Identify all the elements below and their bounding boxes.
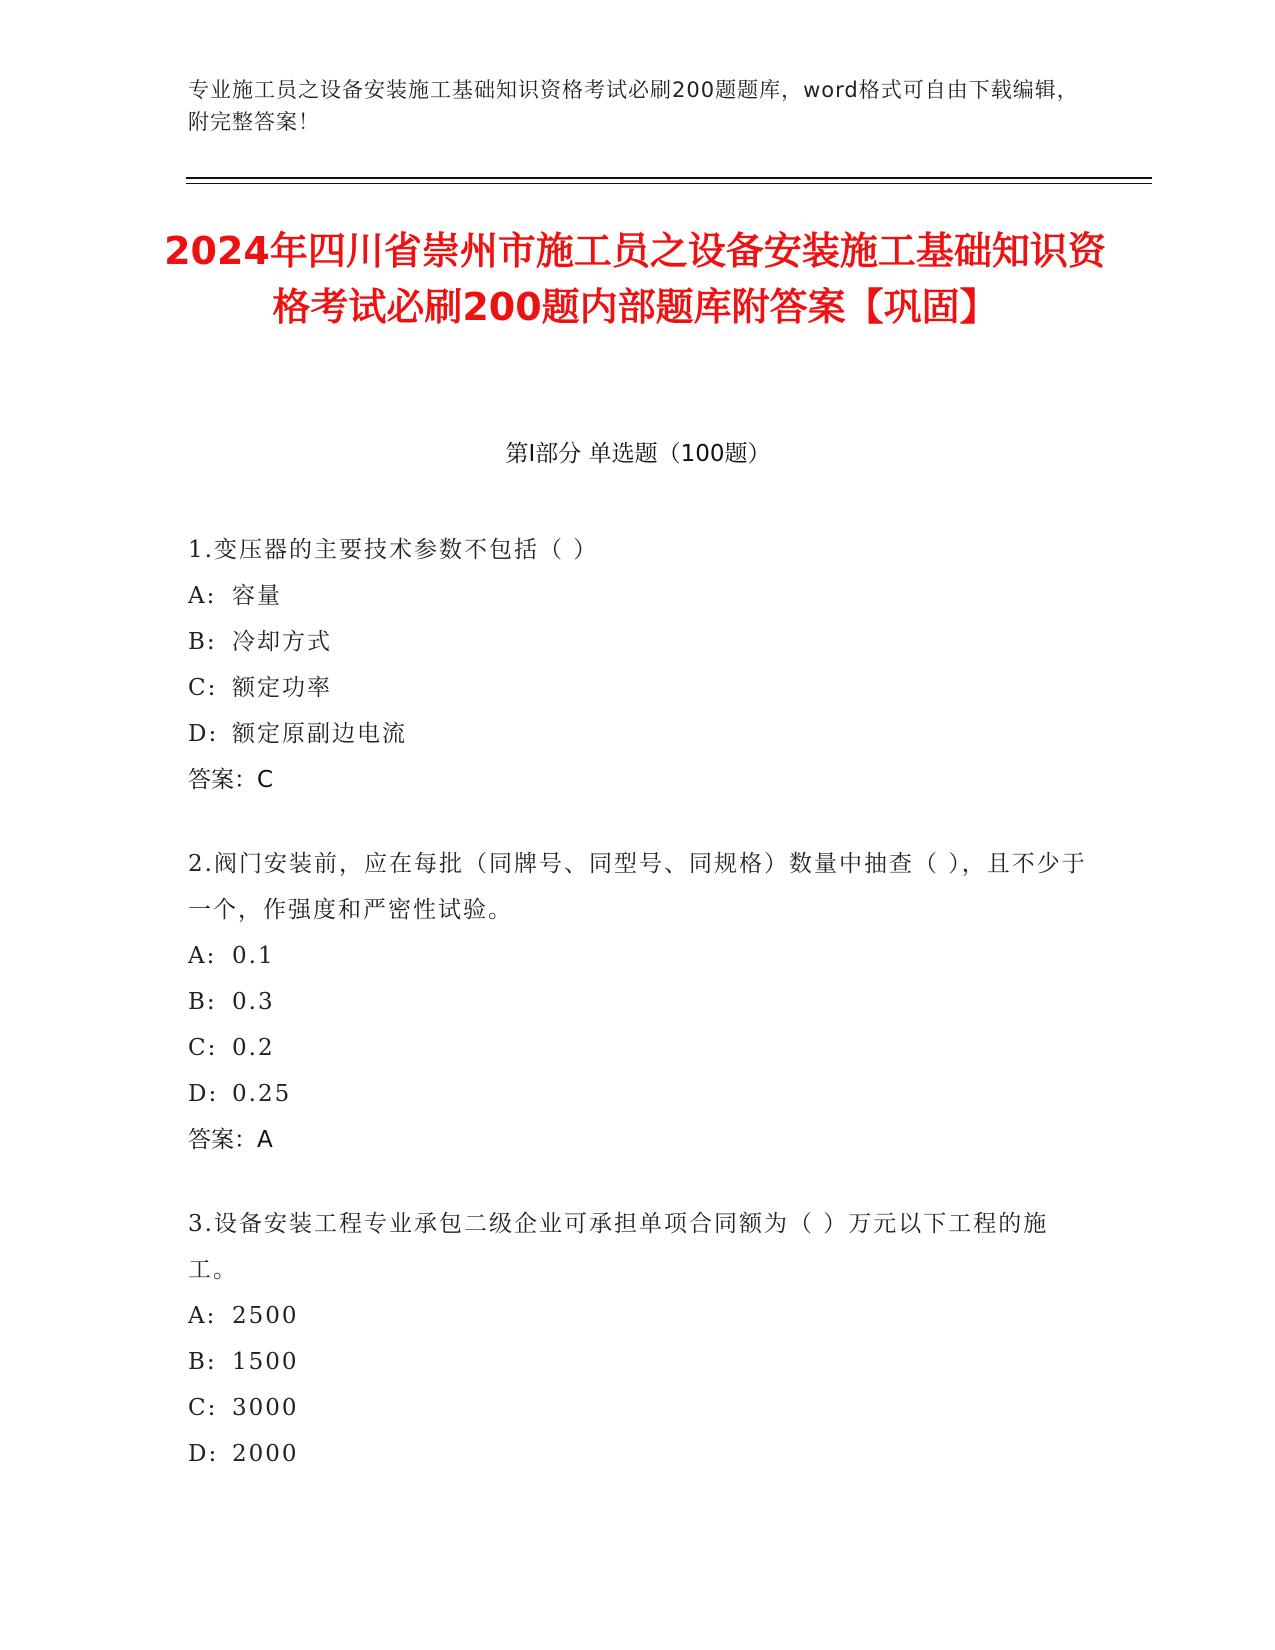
- option-c: [188, 1385, 1088, 1431]
- option-letter: A:: [188, 1303, 217, 1329]
- option-letter: D:: [188, 1081, 219, 1107]
- question-list: [188, 527, 1088, 1515]
- question-stem: 1.变压器的主要技术参数不包括（ ）: [188, 537, 599, 563]
- document-title: 2024年四川省崇州市施工员之设备安装施工基础知识资格考试必刷200题内部题库附答案【巩固】: [164, 229, 1106, 329]
- option-text: 0.3: [232, 989, 275, 1015]
- answer-line: [188, 757, 1088, 803]
- option-letter: B:: [188, 989, 217, 1015]
- option-text: 冷却方式: [232, 629, 332, 655]
- option-text: 2000: [232, 1441, 299, 1467]
- question-stem: 3.设备安装工程专业承包二级企业可承担单项合同额为（ ）万元以下工程的施工。: [188, 1211, 1049, 1283]
- option-d: [188, 711, 1088, 757]
- option-a: [188, 573, 1088, 619]
- option-letter: C:: [188, 675, 218, 701]
- option-b: [188, 619, 1088, 665]
- option-letter: B:: [188, 1349, 217, 1375]
- answer-value: A: [257, 1127, 273, 1153]
- header-divider-thin: [186, 183, 1152, 184]
- answer-label: 答案：: [188, 767, 257, 793]
- option-letter: C:: [188, 1395, 218, 1421]
- option-d: [188, 1431, 1088, 1477]
- option-letter: C:: [188, 1035, 218, 1061]
- option-c: [188, 1025, 1088, 1071]
- option-c: [188, 665, 1088, 711]
- option-text: 0.25: [232, 1081, 292, 1107]
- option-letter: A:: [188, 583, 217, 609]
- answer-label: 答案：: [188, 1127, 257, 1153]
- question-stem: 2.阀门安装前，应在每批（同牌号、同型号、同规格）数量中抽查（ ），且不少于一个，作强度和严密性试验。: [188, 851, 1087, 923]
- option-text: 额定原副边电流: [232, 721, 407, 747]
- option-a: [188, 1293, 1088, 1339]
- section-title: 第I部分 单选题（100题）: [505, 441, 771, 467]
- question-3: [188, 1201, 1088, 1477]
- option-text: 容量: [232, 583, 282, 609]
- option-letter: A:: [188, 943, 217, 969]
- option-a: [188, 933, 1088, 979]
- header-note: 专业施工员之设备安装施工基础知识资格考试必刷200题题库，word格式可自由下载编辑，附完整答案！: [188, 78, 1079, 134]
- option-d: [188, 1071, 1088, 1117]
- option-letter: D:: [188, 1441, 219, 1467]
- option-text: 0.2: [232, 1035, 275, 1061]
- option-text: 3000: [232, 1395, 299, 1421]
- option-text: 2500: [232, 1303, 299, 1329]
- option-b: [188, 1339, 1088, 1385]
- question-1: [188, 527, 1088, 803]
- option-letter: B:: [188, 629, 217, 655]
- option-b: [188, 979, 1088, 1025]
- question-2: [188, 841, 1088, 1163]
- option-text: 1500: [232, 1349, 299, 1375]
- answer-line: [188, 1117, 1088, 1163]
- header-divider-thick: [186, 177, 1152, 179]
- answer-value: C: [257, 767, 274, 793]
- option-text: 额定功率: [232, 675, 332, 701]
- option-letter: D:: [188, 721, 219, 747]
- option-text: 0.1: [232, 943, 275, 969]
